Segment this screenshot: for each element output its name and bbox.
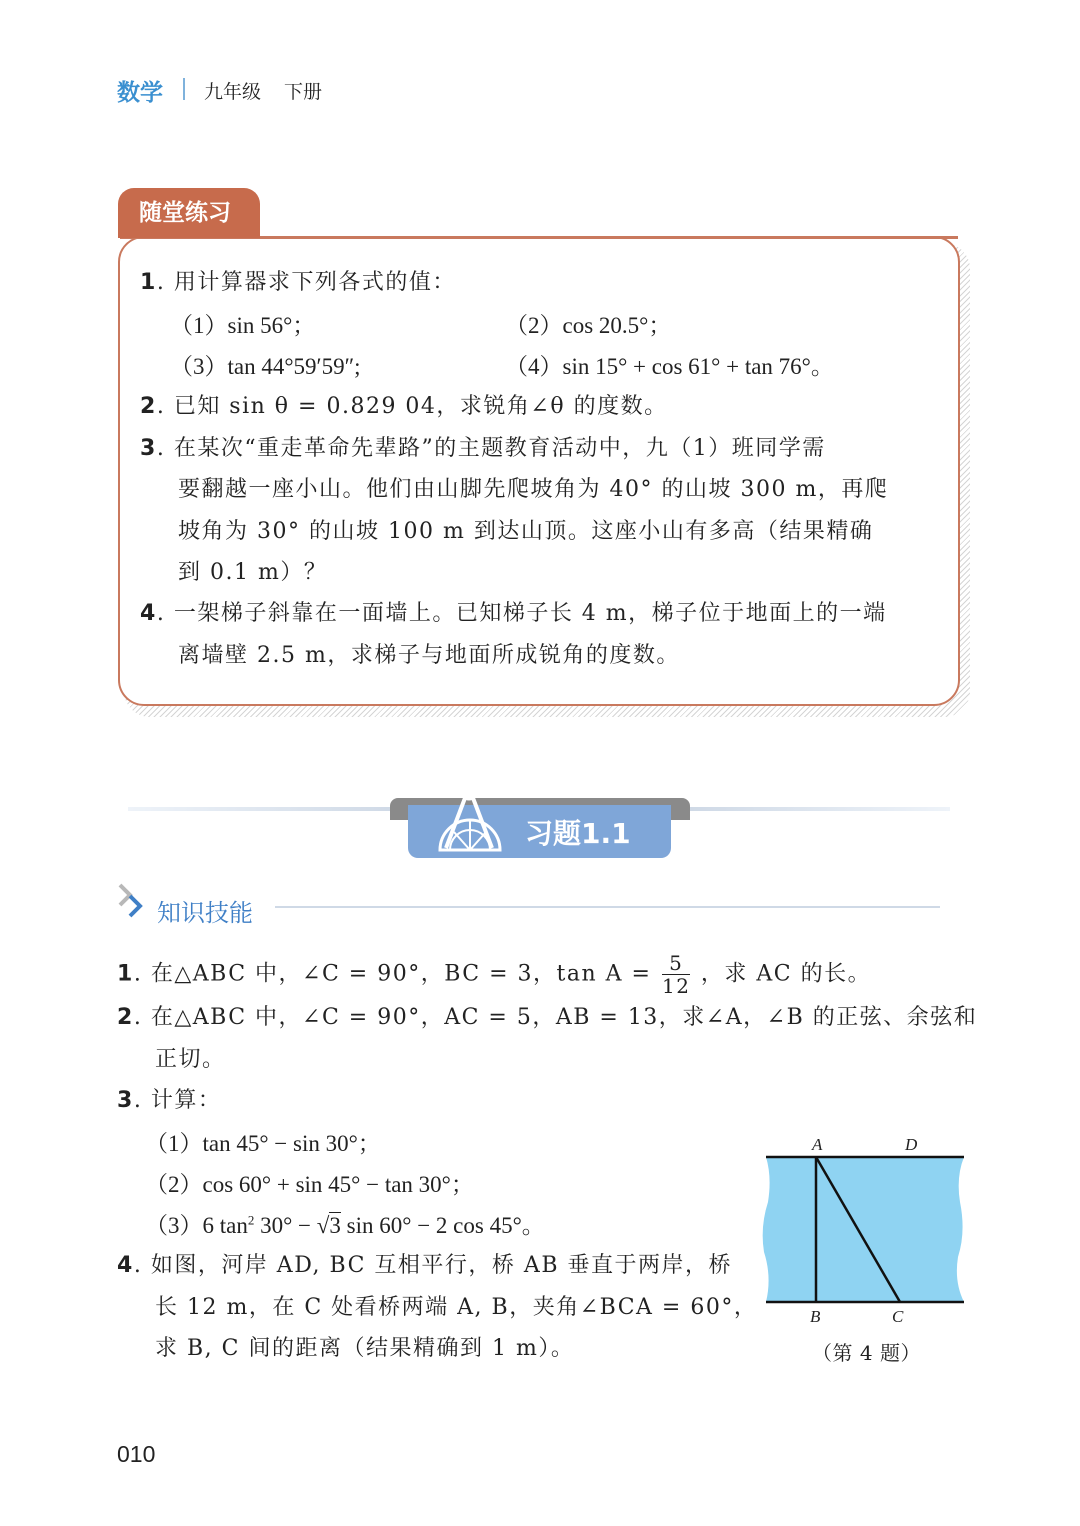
practice-q4-num: 4: [140, 601, 157, 626]
exercise-q2-line1: 在△ABC 中，∠C = 90°，AC = 5，AB = 13，求∠A，∠B 的正弦、余弦和: [150, 1005, 978, 1030]
header-subject: 数学: [117, 80, 163, 106]
practice-q1-num: 1: [140, 270, 157, 295]
practice-q3: 3. 在某次“重走革命先辈路”的主题教育活动中，九（1）班同学需: [140, 436, 826, 461]
exercise-q3-num: 3: [117, 1088, 134, 1113]
practice-q4: 4. 一架梯子斜靠在一面墙上。已知梯子长 4 m，梯子位于地面上的一端: [140, 601, 887, 626]
practice-q3-line1: 在某次“重走革命先辈路”的主题教育活动中，九（1）班同学需: [173, 436, 826, 461]
practice-q1: 1. 用计算器求下列各式的值：: [140, 270, 456, 295]
label-b: B: [810, 1307, 821, 1326]
practice-tab: 随堂练习: [118, 188, 260, 238]
exercise-q1-num: 1: [117, 961, 134, 987]
label-d: D: [905, 1135, 918, 1154]
practice-q1-text: 用计算器求下列各式的值：: [173, 270, 456, 295]
part3-c: sin 60° − 2 cos 45°。: [340, 1213, 545, 1238]
practice-q3-line4: 到 0.1 m）？: [178, 560, 328, 585]
banner-line-right: [690, 807, 950, 811]
practice-q1-part2: （2）cos 20.5°；: [505, 313, 672, 338]
practice-q3-line2: 要翻越一座小山。他们由山脚先爬坡角为 40° 的山坡 300 m，再爬: [178, 477, 889, 502]
chevron-right-icon: [117, 883, 153, 919]
label-a: A: [812, 1135, 823, 1154]
river-bridge-figure: [760, 1132, 970, 1332]
section-line: [275, 906, 940, 908]
exercise-q3-part3: [145, 1207, 545, 1240]
label-c: C: [892, 1307, 904, 1326]
practice-q2-text: 已知 sin θ = 0.829 04，求锐角∠θ 的度数。: [173, 394, 668, 419]
river-water: [763, 1157, 964, 1302]
exercise-q3-part2: （2）cos 60° + sin 45° − tan 30°；: [145, 1172, 474, 1197]
exercise-q2-num: 2: [117, 1005, 134, 1030]
exercise-q4-line2: 长 12 m，在 C 处看桥两端 A, B，夹角∠BCA = 60°，: [155, 1295, 758, 1320]
exercise-q3: 3. 计算：: [117, 1088, 222, 1113]
exercise-q2: 2. 在△ABC 中，∠C = 90°，AC = 5，AB = 13，求∠A，∠B 的正弦、余弦和: [117, 1005, 978, 1030]
part3-a: （3）6 tan: [145, 1213, 248, 1238]
exercise-q1: 1. 在△ABC 中，∠C = 90°，BC = 3，tan A = $\frac{5}{12}$ ，求 AC 的长。: [117, 951, 872, 998]
part3-b: 30° −: [254, 1213, 317, 1238]
header-grade: 九年级: [204, 81, 262, 103]
exercise-q1-before: 在△ABC 中，∠C = 90°，BC = 3，tan A =: [150, 961, 652, 987]
exercise-q4-num: 4: [117, 1253, 134, 1278]
exercise-q4: 4. 如图，河岸 AD, BC 互相平行，桥 AB 垂直于两岸，桥: [117, 1253, 732, 1278]
page-number: 010: [117, 1441, 156, 1467]
compass-protractor-icon: [436, 774, 504, 856]
exercise-q4-line3: 求 B, C 间的距离（结果精确到 1 m）。: [155, 1336, 575, 1361]
practice-q2-num: 2: [140, 394, 157, 419]
exercise-q4-line1: 如图，河岸 AD, BC 互相平行，桥 AB 垂直于两岸，桥: [150, 1253, 732, 1278]
exercise-q3-text: 计算：: [150, 1088, 222, 1113]
exercise-q1-fraction: [662, 952, 690, 997]
banner-line-left: [128, 807, 398, 811]
sqrt-symbol: √: [316, 1213, 330, 1238]
fraction-denominator: 12: [661, 974, 691, 998]
exercise-q3-part1: （1）tan 45° − sin 30°；: [145, 1131, 381, 1156]
header-separator: [183, 78, 185, 100]
practice-q1-part4: （4）sin 15° + cos 61° + tan 76°。: [505, 354, 834, 379]
practice-q4-line2: 离墙壁 2.5 m，求梯子与地面所成锐角的度数。: [178, 643, 680, 668]
exercise-q1-after: ，求 AC 的长。: [700, 961, 872, 987]
exercise-q2-line2: 正切。: [155, 1047, 226, 1072]
exercise-title: 习题1.1: [525, 817, 631, 850]
part3-sqrt-value: 3: [329, 1213, 341, 1238]
fraction-numerator: 5: [662, 952, 690, 975]
header-volume: 下册: [284, 81, 323, 103]
figure-caption: （第 4 题）: [812, 1341, 921, 1365]
practice-q3-num: 3: [140, 436, 157, 461]
practice-q2: 2. 已知 sin θ = 0.829 04，求锐角∠θ 的度数。: [140, 394, 668, 419]
practice-q1-part1: （1）sin 56°；: [170, 313, 316, 338]
practice-q3-line3: 坡角为 30° 的山坡 100 m 到达山顶。这座小山有多高（结果精确: [178, 519, 874, 544]
part3-superscript: 2: [247, 1212, 255, 1228]
practice-q1-part3: （3）tan 44°59′59″;: [170, 354, 361, 379]
section-title: 知识技能: [157, 899, 253, 927]
practice-q4-line1: 一架梯子斜靠在一面墙上。已知梯子长 4 m，梯子位于地面上的一端: [173, 601, 887, 626]
